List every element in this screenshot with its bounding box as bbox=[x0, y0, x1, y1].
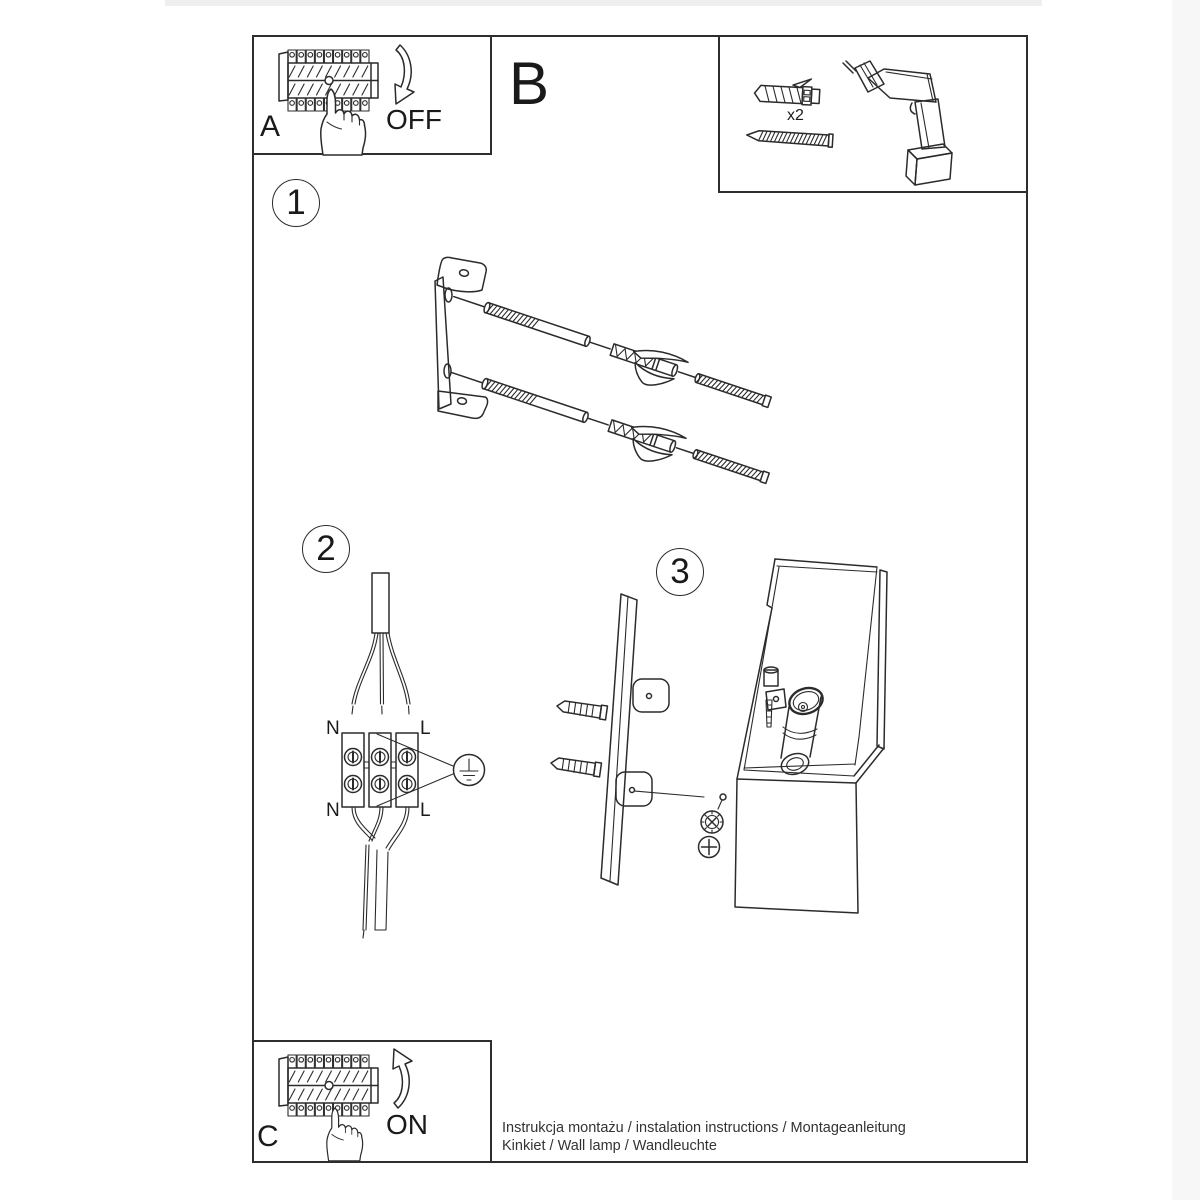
off-label: OFF bbox=[386, 104, 442, 135]
footer-line-2: Kinkiet / Wall lamp / Wandleuchte bbox=[502, 1138, 717, 1154]
mounting-plate-drawing bbox=[550, 594, 704, 885]
cable-clip-icon bbox=[764, 667, 786, 727]
mounting-screws-icon bbox=[699, 794, 727, 858]
expansion-anchor-icon bbox=[550, 756, 601, 777]
wire-label-n-bottom: N bbox=[326, 800, 340, 821]
lamp-housing-drawing bbox=[735, 559, 887, 913]
step-2-badge bbox=[302, 525, 350, 573]
screw-anchor-row-bottom bbox=[445, 359, 772, 499]
footer-line-1: Instrukcja montażu / instalation instructions / Montageanleitung bbox=[502, 1120, 906, 1136]
terminal-block-drawing bbox=[342, 733, 453, 938]
wire-label-n-top: N bbox=[326, 718, 340, 739]
arrow-down-icon bbox=[395, 45, 414, 104]
step-1-number: 1 bbox=[286, 183, 306, 222]
panel-c-label: C bbox=[257, 1120, 279, 1153]
wire-label-l-bottom: L bbox=[420, 800, 431, 821]
wire-label-l-top: L bbox=[420, 718, 431, 739]
step-3-number: 3 bbox=[670, 552, 690, 591]
parts-qty-label: x2 bbox=[787, 107, 804, 124]
mounting-bracket-drawing bbox=[435, 257, 488, 418]
step-3-badge bbox=[656, 548, 704, 596]
ground-symbol-icon bbox=[454, 755, 485, 786]
panel-a-label: A bbox=[260, 110, 281, 143]
section-b-label: B bbox=[509, 50, 550, 117]
step-1-badge bbox=[272, 179, 320, 227]
circuit-breaker-icon bbox=[279, 1055, 378, 1116]
on-label: ON bbox=[386, 1109, 428, 1140]
screw-anchor-row-top bbox=[447, 283, 774, 423]
screw-icon bbox=[746, 129, 833, 147]
expansion-anchor-icon bbox=[556, 699, 607, 720]
wall-plug-icon bbox=[754, 76, 820, 105]
power-cable-drawing bbox=[352, 573, 410, 714]
step-2-number: 2 bbox=[316, 529, 336, 568]
terminal-screws bbox=[345, 749, 416, 793]
drill-icon bbox=[843, 61, 952, 185]
arrow-up-icon bbox=[393, 1049, 412, 1108]
